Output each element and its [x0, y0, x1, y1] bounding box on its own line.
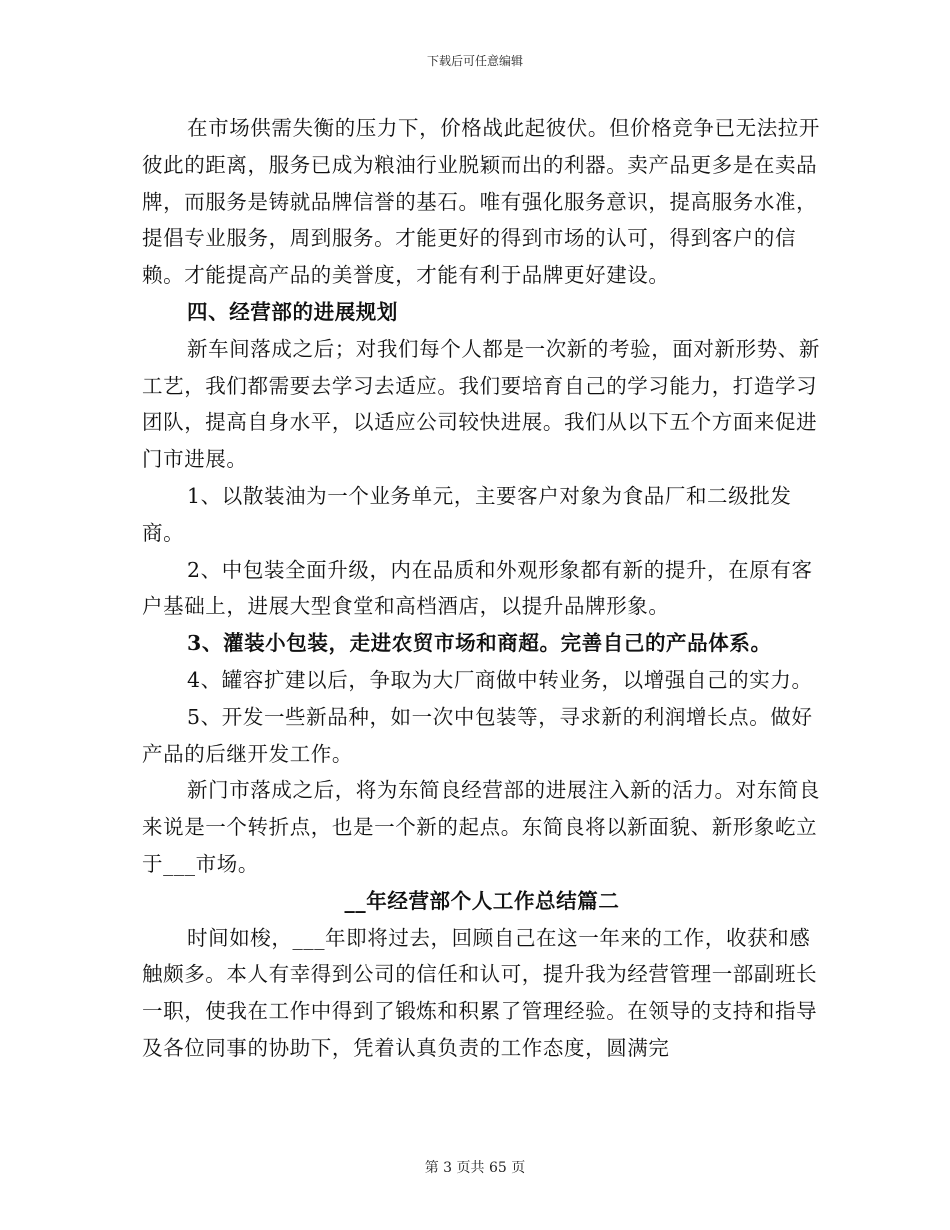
list-item-4: 4、罐容扩建以后，争取为大厂商做中转业务，以增强自己的实力。 [187, 667, 813, 692]
list-item-1: 1、以散装油为一个业务单元，主要客户对象为食品厂和二级批发商。 [142, 483, 792, 545]
list-item-2: 2、中包装全面升级，内在品质和外观形象都有新的提升，在原有客户基础上，进展大型食堂和高档酒店，以提升品牌形象。 [142, 557, 813, 619]
section-heading-plan: 四、经营部的进展规划 [187, 299, 398, 324]
list-item-3: 3、灌装小包装，走进农贸市场和商超。完善自己的产品体系。 [187, 631, 772, 656]
paragraph-service: 在市场供需失衡的压力下，价格战此起彼伏。但价格竞争已无法拉开彼此的距离，服务已成为粮油行业脱颖而出的利器。卖产品更多是在卖品牌，而服务是铸就品牌信誉的基石。唯有强化服务意识，提高服务水准，提倡专业服务，周到服务。才能更好的得到市场的认可，得到客户的信赖。才能提高产品的美誉度，才能有利于品牌更好建设。 [142, 116, 820, 288]
article-title: __年经营部个人工作总结篇二 [344, 888, 620, 913]
list-item-5: 5、开发一些新品种，如一次中包装等，寻求新的利润增长点。做好产品的后继开发工作。 [142, 704, 813, 766]
paragraph-new-store: 新门市落成之后，将为东简良经营部的进展注入新的活力。对东简良来说是一个转折点，也是一个新的起点。东简良将以新面貌、新形象屹立于___市场。 [142, 778, 820, 876]
page-header: 下载后可任意编辑 [426, 54, 523, 68]
paragraph-new-workshop: 新车间落成之后；对我们每个人都是一次新的考验，面对新形势、新工艺，我们都需要去学习去适应。我们要培育自己的学习能力，打造学习团队，提高自身水平，以适应公司较快进展。我们从以下五个方面来促进门市进展。 [142, 336, 820, 472]
document-body [142, 110, 822, 1067]
page-footer: 第 3 页共 65 页 [424, 1160, 526, 1176]
paragraph-time: 时间如梭，___年即将过去，回顾自己在这一年来的工作，收获和感触颇多。本人有幸得到公司的信任和认可，提升我为经营管理一部副班长一职，使我在工作中得到了锻炼和积累了管理经验。在领导的支持和指导及各位同事的协助下，凭着认真负责的工作态度，圆满完 [142, 925, 818, 1060]
